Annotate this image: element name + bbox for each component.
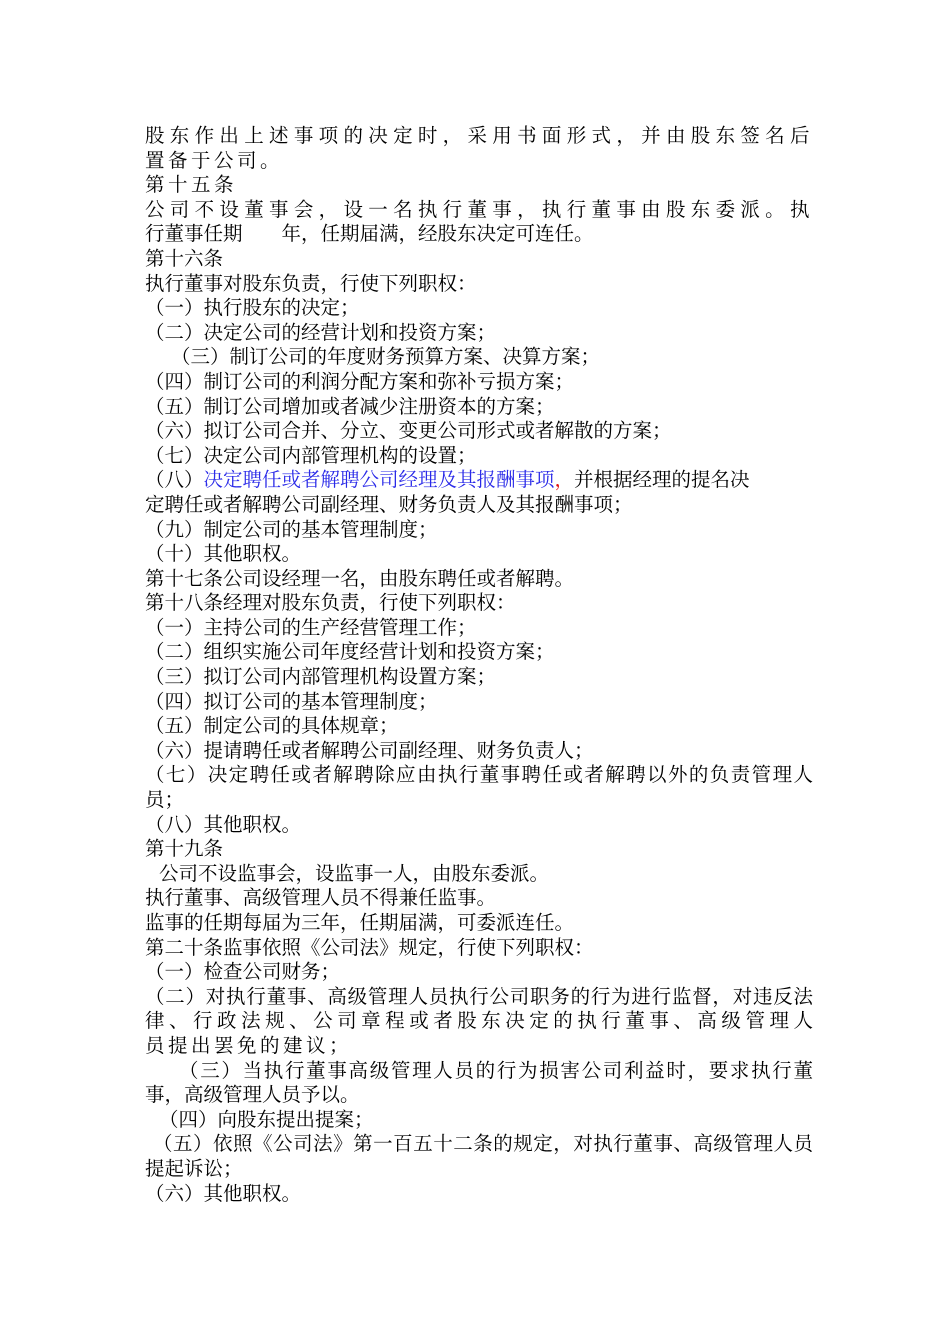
list-item: （二）决定公司的经营计划和投资方案；	[145, 320, 497, 344]
list-item: （五）依照《公司法》第一百五十二条的规定，对执行董事、高级管理人员	[153, 1132, 813, 1156]
list-item: （七）决定公司内部管理机构的设置；	[145, 443, 477, 467]
text-line: 定聘任或者解聘公司副经理、财务负责人及其报酬事项；	[145, 492, 633, 516]
text-segment: 并根据经理的提名决	[574, 468, 750, 492]
list-item	[145, 468, 813, 493]
list-item: （三）制订公司的年度财务预算方案、决算方案；	[171, 345, 601, 369]
article-heading: 第十六条	[145, 246, 224, 270]
list-item: （三）当执行董事高级管理人员的行为损害公司利益时，要求执行董	[179, 1058, 813, 1082]
list-item: （四）向股东提出提案；	[159, 1107, 374, 1131]
list-item: （五）制定公司的具体规章；	[145, 714, 399, 738]
list-item: （一）检查公司财务；	[145, 960, 341, 984]
article-heading: 第十五条	[145, 173, 238, 197]
text-line: 事，高级管理人员予以。	[145, 1083, 360, 1107]
text-line: 公司不设监事会，设监事一人，由股东委派。	[159, 861, 550, 885]
list-marker: （八）	[145, 468, 204, 492]
list-item: （十）其他职权。	[145, 542, 302, 566]
text-line: 行董事任期 年，任期届满，经股东决定可连任。	[145, 222, 594, 246]
text-line: 监事的任期每届为三年，任期届满，可委派连任。	[145, 911, 575, 934]
list-item: （六）提请聘任或者解聘公司副经理、财务负责人；	[145, 738, 594, 762]
highlighted-text: 决定聘任或者解聘公司经理及其报酬事项	[203, 468, 555, 492]
text-line: 股东作出上述事项的决定时，采用书面形式，并由股东签名后	[145, 124, 813, 147]
list-item: （二）组织实施公司年度经营计划和投资方案；	[145, 640, 555, 664]
list-item: （三）拟订公司内部管理机构设置方案；	[145, 665, 497, 689]
list-item: （四）拟订公司的基本管理制度；	[145, 689, 438, 713]
text-line: 执行董事对股东负责，行使下列职权：	[145, 271, 477, 295]
list-item: （九）制定公司的基本管理制度；	[145, 517, 438, 541]
text-line: 律、行政法规、公司章程或者股东决定的执行董事、高级管理人	[145, 1009, 813, 1033]
list-item: （二）对执行董事、高级管理人员执行公司职务的行为进行监督，对违反法	[145, 984, 813, 1008]
article-heading: 第十七条公司设经理一名，由股东聘任或者解聘。	[145, 566, 575, 590]
list-item: （八）其他职权。	[145, 812, 302, 836]
text-line: 员；	[145, 788, 185, 812]
text-line: 公司不设董事会，设一名执行董事，执行董事由股东委派。执	[145, 197, 813, 221]
text-line: 提起诉讼；	[145, 1156, 243, 1180]
list-item: （六）拟订公司合并、分立、变更公司形式或者解散的方案；	[145, 419, 672, 443]
text-line: 执行董事、高级管理人员不得兼任监事。	[145, 886, 497, 910]
list-item: （七）决定聘任或者解聘除应由执行董事聘任或者解聘以外的负责管理人	[145, 763, 813, 787]
highlighted-comma: ，	[554, 468, 575, 492]
list-item: （四）制订公司的利润分配方案和弥补亏损方案；	[145, 369, 575, 393]
article-heading: 第十九条	[145, 837, 224, 861]
text-line: 员提出罢免的建议；	[145, 1033, 353, 1057]
text-line: 置备于公司。	[145, 148, 284, 172]
article-heading: 第十八条经理对股东负责，行使下列职权：	[145, 591, 516, 615]
document-page	[145, 124, 813, 1206]
list-item: （六）其他职权。	[145, 1181, 302, 1205]
list-item: （一）主持公司的生产经营管理工作；	[145, 615, 477, 639]
list-item: （一）执行股东的决定；	[145, 296, 360, 320]
list-item: （五）制订公司增加或者减少注册资本的方案；	[145, 394, 555, 418]
article-heading: 第二十条监事依照《公司法》规定，行使下列职权：	[145, 935, 594, 959]
